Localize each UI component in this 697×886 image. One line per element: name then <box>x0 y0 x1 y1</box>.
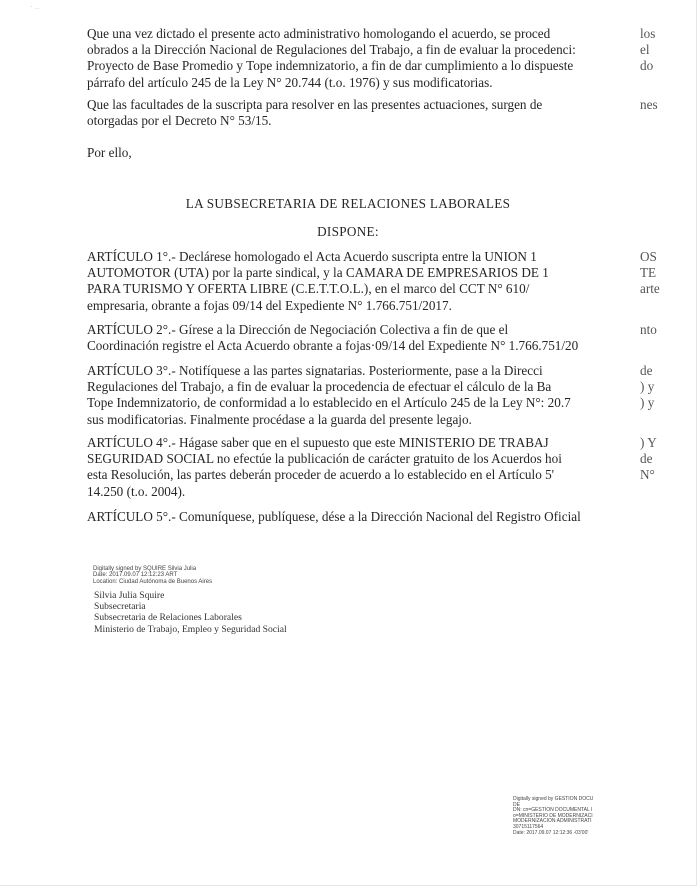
text-line: ARTÍCULO 5°.- Comuníquese, publíquese, dése a la Dirección Nacional del Registro Oficial <box>87 509 581 524</box>
margin-fragment: el <box>640 42 650 58</box>
text-line: Que una vez dictado el presente acto administrativo homologando el acuerdo, se proced <box>87 26 551 41</box>
digital-signature-stamp <box>93 566 212 585</box>
article-2-text <box>87 322 587 354</box>
dispone-heading: DISPONE: <box>317 224 379 239</box>
signature-line: DN: cn=GESTION DOCUMENTAL I <box>513 807 593 814</box>
signer-line: Silvia Julia Squire <box>94 590 165 601</box>
scan-corner-mark: · .. <box>30 2 40 11</box>
article-1-margin-fragments <box>640 249 685 298</box>
signature-line: Date: 2017.09.07 12:12:36 -03'00' <box>513 829 589 836</box>
paragraph-1-margin-fragments <box>640 26 685 75</box>
paragraph-3 <box>87 145 587 161</box>
signature-line: Location: Ciudad Autónoma de Buenos Aires <box>93 578 213 585</box>
article-4 <box>87 435 587 500</box>
text-line: ARTÍCULO 1°.- Declárese homologado el Acta Acuerdo suscripta entre la UNION 1 <box>87 249 537 264</box>
article-3-text <box>87 363 587 428</box>
signer-line: Subsecretaria <box>94 601 146 613</box>
paragraph-2 <box>87 97 587 129</box>
margin-fragment: N° <box>640 467 655 483</box>
document-management-signature-stamp <box>513 797 593 836</box>
text-line: otorgadas por el Decreto N° 53/15. <box>87 113 272 129</box>
text-line: Coordinación registre el Acta Acuerdo obrante a fojas·09/14 del Expediente N° 1.766.751/20 <box>87 338 579 354</box>
margin-fragment: nto <box>640 322 657 337</box>
margin-fragment: OS <box>640 249 657 264</box>
text-line: Proyecto de Base Promedio y Tope indemnizatorio, a fin de dar cumplimiento a lo dispueste <box>87 58 574 74</box>
text-line: Por ello, <box>87 145 132 160</box>
signature-line: Digitally signed by SQUIRE Silvia Julia <box>93 566 197 572</box>
margin-fragment: ) y <box>640 395 655 411</box>
signature-line: 30715117564 <box>513 823 544 830</box>
text-line: Regulaciones del Trabajo, a fin de evaluar la procedencia de efectuar el cálculo de la Ba <box>87 379 552 395</box>
text-line: 14.250 (t.o. 2004). <box>87 483 186 499</box>
margin-fragment: do <box>640 58 654 74</box>
paragraph-2-margin-fragments <box>640 97 685 113</box>
text-line: SEGURIDAD SOCIAL no efectúe la publicación de carácter gratuito de los Acuerdos hoi <box>87 451 562 467</box>
text-line: esta Resolución, las partes deberán proceder de acuerdo a lo establecido en el Artículo 5' <box>87 467 555 483</box>
margin-fragment: de <box>640 451 653 467</box>
article-4-text <box>87 435 587 500</box>
signature-line: Digitally signed by GESTION DOCU <box>513 796 594 802</box>
text-line: AUTOMOTOR (UTA) por la parte sindical, y la CAMARA DE EMPRESARIOS DE 1 <box>87 265 549 281</box>
article-5 <box>87 509 587 525</box>
text-line: PARA TURISMO Y OFERTA LIBRE (C.E.T.T.O.L.), en el marco del CCT N° 610/ <box>87 281 530 297</box>
signature-line: DE <box>513 801 520 808</box>
article-5-text <box>87 509 587 525</box>
paragraph-2-text <box>87 97 587 129</box>
text-line: obrados a la Dirección Nacional de Regulaciones del Trabajo, a fin de evaluar la procedenci: <box>87 42 576 58</box>
text-line: ARTÍCULO 3°.- Notifíquese a las partes signatarias. Posteriormente, pase a la Direcci <box>87 363 543 378</box>
signature-line: Date: 2017.09.07 12:12:23 ART <box>93 572 178 579</box>
paragraph-1 <box>87 26 587 91</box>
article-2 <box>87 322 587 354</box>
article-3-margin-fragments <box>640 363 685 412</box>
paragraph-1-text <box>87 26 587 91</box>
authority-heading: LA SUBSECRETARIA DE RELACIONES LABORALES <box>185 196 511 211</box>
article-3 <box>87 363 587 428</box>
margin-fragment: los <box>640 26 656 41</box>
article-1 <box>87 249 587 314</box>
signer-line: Subsecretaria de Relaciones Laborales <box>94 612 242 624</box>
signer-block <box>94 590 287 635</box>
text-line: ARTÍCULO 4°.- Hágase saber que en el supuesto que este MINISTERIO DE TRABAJ <box>87 435 549 450</box>
signature-line: MODERNIZACION ADMINISTRATI <box>513 818 592 825</box>
signer-line: Ministerio de Trabajo, Empleo y Seguridad Social <box>94 623 287 635</box>
text-line: párrafo del artículo 245 de la Ley N° 20.744 (t.o. 1976) y sus modificatorias. <box>87 74 493 90</box>
text-line: empresaria, obrante a fojas 09/14 del Expediente N° 1.766.751/2017. <box>87 297 452 313</box>
margin-fragment: arte <box>640 281 660 297</box>
article-1-text <box>87 249 587 314</box>
margin-fragment: ) y <box>640 379 655 395</box>
paragraph-3-text <box>87 145 587 161</box>
margin-fragment: nes <box>640 97 658 112</box>
margin-fragment: de <box>640 363 653 378</box>
margin-fragment: TE <box>640 265 657 281</box>
article-4-margin-fragments <box>640 435 685 484</box>
signature-line: o=MINISTERIO DE MODERNIZACI <box>513 812 593 819</box>
article-2-margin-fragments <box>640 322 685 338</box>
text-line: Que las facultades de la suscripta para resolver en las presentes actuaciones, surgen de <box>87 97 543 112</box>
margin-fragment: ) Y <box>640 435 657 450</box>
text-line: Tope Indemnizatorio, de conformidad a lo establecido en el Artículo 245 de la Ley N°: 20.7 <box>87 395 571 411</box>
text-line: ARTÍCULO 2°.- Gírese a la Dirección de Negociación Colectiva a fin de que el <box>87 322 509 337</box>
text-line: sus modificatorias. Finalmente procédase a la guarda del presente legajo. <box>87 411 472 427</box>
